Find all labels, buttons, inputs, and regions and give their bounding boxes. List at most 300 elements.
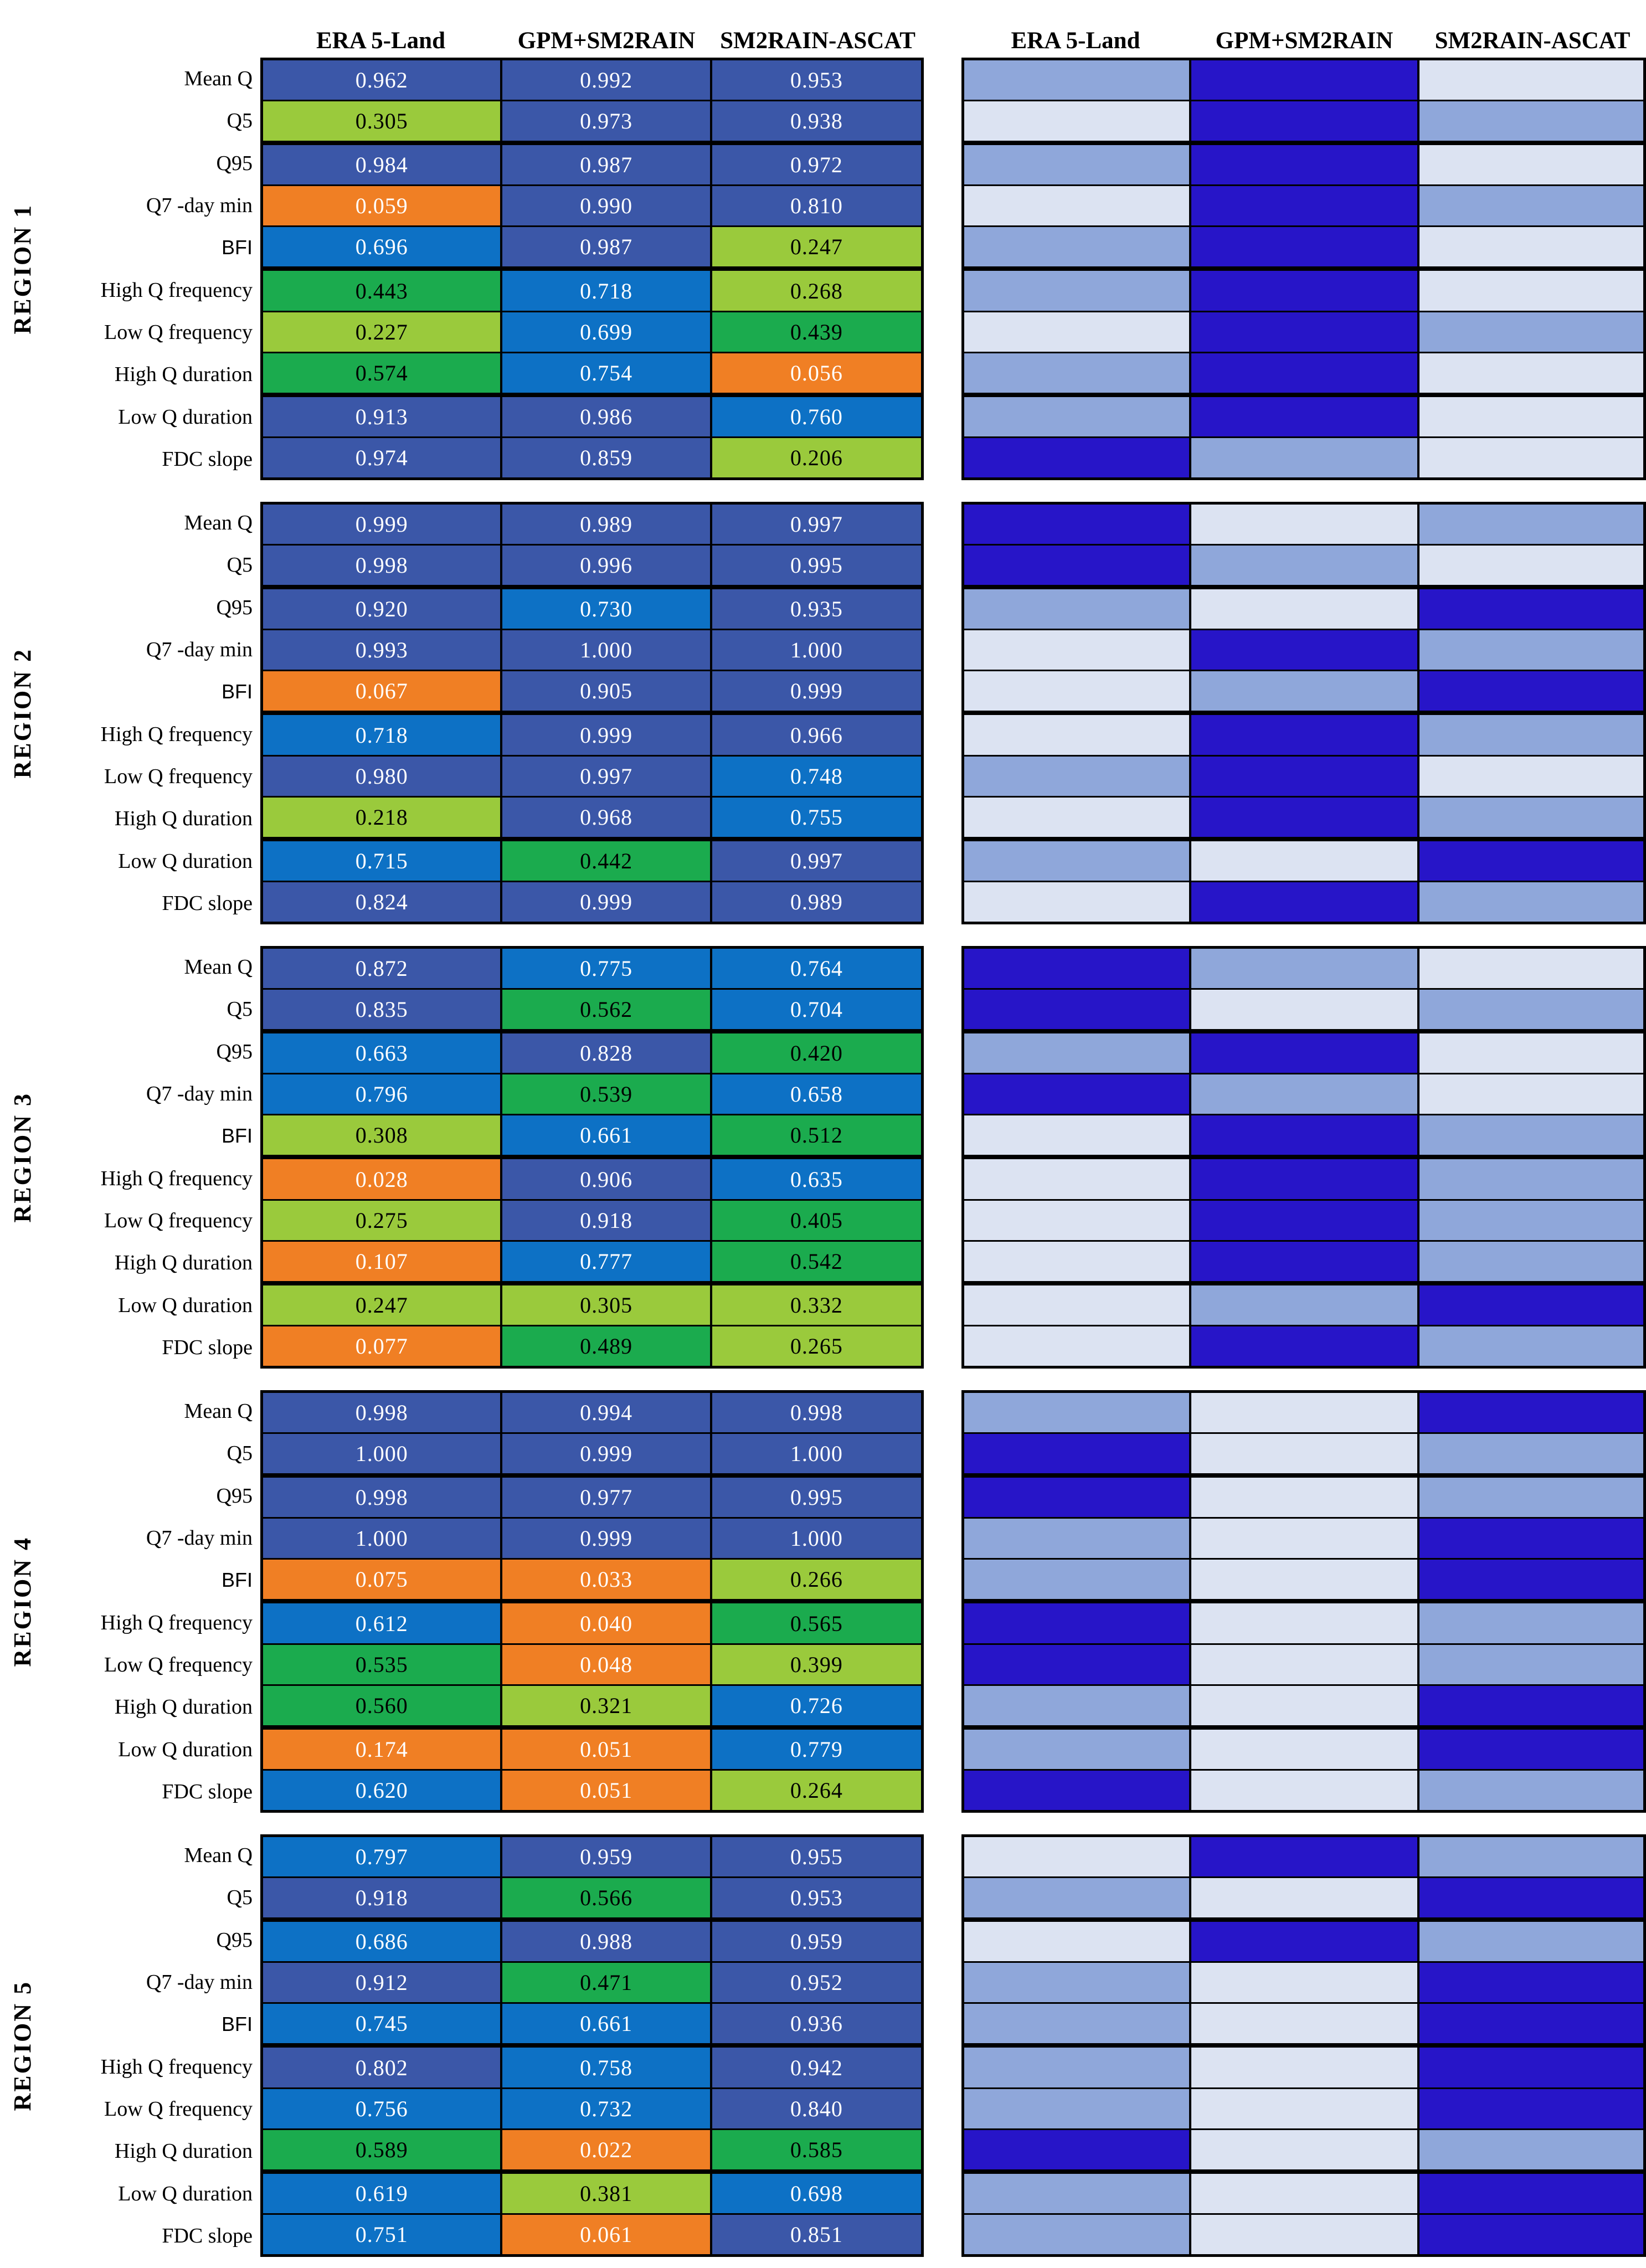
values-table-row (263, 2215, 921, 2254)
region-label-text: REGION 5 (8, 1980, 36, 2111)
ranks-table-row (964, 1730, 1643, 1771)
ranks-table-row (964, 798, 1643, 841)
rank-cell (1419, 1326, 1643, 1366)
rank-cell (1419, 798, 1643, 837)
ranks-table-row (964, 505, 1643, 546)
value-cell: 0.332 (712, 1285, 921, 1325)
metric-label: FDC slope (162, 447, 253, 471)
values-table-row (263, 1878, 921, 1922)
values-table-row (263, 2089, 921, 2130)
rank-cell (1419, 1963, 1643, 2002)
ranks-table-row (964, 1074, 1643, 1115)
rank-cell (1191, 715, 1419, 754)
ranks-table-row (964, 60, 1643, 101)
metric-label: FDC slope (162, 891, 253, 915)
rank-cell (1419, 227, 1643, 266)
rank-cell (1191, 1963, 1419, 2002)
value-cell: 0.726 (712, 1686, 921, 1725)
metric-label: Q7 -day min (146, 1526, 253, 1550)
value-cell: 0.977 (502, 1478, 712, 1517)
value-cell: 0.067 (263, 671, 502, 711)
rank-cell (1419, 671, 1643, 711)
values-table-row (263, 589, 921, 630)
value-cell: 0.980 (263, 757, 502, 796)
rank-cell (1419, 186, 1643, 225)
metric-label: Low Q duration (118, 2182, 253, 2205)
value-cell: 0.851 (712, 2215, 921, 2254)
panel-gap (924, 58, 961, 480)
rank-cell (1191, 671, 1419, 711)
value-cell: 0.247 (712, 227, 921, 266)
metric-label: Q5 (227, 997, 253, 1021)
metric-label: Mean Q (184, 1400, 253, 1423)
rank-cell (1191, 630, 1419, 670)
value-cell: 1.000 (712, 1434, 921, 1473)
ranks-table-row (964, 1922, 1643, 1963)
value-cell: 0.442 (502, 841, 712, 881)
value-cell: 0.107 (263, 1242, 502, 1281)
rank-cell (1419, 397, 1643, 436)
value-cell: 0.268 (712, 271, 921, 310)
value-cell: 1.000 (712, 630, 921, 670)
rank-cell (964, 671, 1191, 711)
rank-cell (1419, 1645, 1643, 1684)
rank-cell (964, 1771, 1191, 1810)
value-cell: 0.048 (502, 1645, 712, 1684)
rank-cell (964, 2130, 1191, 2169)
header-values-era5-land: ERA 5-Land (316, 28, 445, 54)
metric-label: High Q frequency (100, 1166, 253, 1190)
value-cell: 0.658 (712, 1074, 921, 1114)
metric-label: BFI (221, 680, 253, 703)
value-cell: 1.000 (502, 630, 712, 670)
ranks-table-row (964, 312, 1643, 353)
header-values-gpm-sm2rain: GPM+SM2RAIN (517, 28, 696, 54)
metric-label: High Q duration (114, 2140, 253, 2163)
rank-cell (964, 715, 1191, 754)
ranks-table-row (964, 1560, 1643, 1603)
metric-label: FDC slope (162, 2224, 253, 2248)
rank-cell (1191, 145, 1419, 184)
ranks-table-row (964, 715, 1643, 756)
rank-cell (1419, 1285, 1643, 1325)
rank-cell (964, 2215, 1191, 2254)
value-cell: 0.061 (502, 2215, 712, 2254)
value-cell: 0.995 (712, 1478, 921, 1517)
value-cell: 0.754 (502, 353, 712, 393)
metric-label: High Q frequency (100, 1611, 253, 1634)
rank-cell (1191, 2174, 1419, 2213)
rank-cell (1419, 353, 1643, 393)
rank-cell (964, 1603, 1191, 1643)
values-table-row (263, 1326, 921, 1366)
region-label-text: REGION 1 (8, 203, 36, 335)
value-cell: 0.972 (712, 145, 921, 184)
metric-label: High Q duration (114, 1251, 253, 1275)
ranks-table-row (964, 990, 1643, 1033)
rank-cell (1191, 186, 1419, 225)
value-cell: 0.321 (502, 1686, 712, 1725)
rank-cell (1191, 1393, 1419, 1432)
header-ranks-sm2rain-ascat: SM2RAIN-ASCAT (1434, 28, 1630, 54)
values-table-row (263, 757, 921, 798)
rank-cell (1191, 1560, 1419, 1599)
metric-label: Low Q duration (118, 1293, 253, 1317)
value-cell: 1.000 (263, 1519, 502, 1558)
metric-label: High Q frequency (100, 2055, 253, 2079)
rank-cell (1419, 271, 1643, 310)
ranks-table-row (964, 1878, 1643, 1922)
rank-cell (1191, 505, 1419, 544)
rank-cell (1191, 1730, 1419, 1769)
value-cell: 0.999 (502, 1434, 712, 1473)
rank-cell (964, 949, 1191, 988)
values-table-row (263, 312, 921, 353)
value-cell: 0.420 (712, 1033, 921, 1073)
ranks-table-row (964, 1159, 1643, 1200)
ranks-table-region-5 (961, 1834, 1646, 2257)
rank-cell (1191, 2048, 1419, 2087)
ranks-table-row (964, 438, 1643, 477)
value-cell: 0.305 (263, 101, 502, 141)
rank-cell (1419, 145, 1643, 184)
value-cell: 0.952 (712, 1963, 921, 2002)
values-table-row (263, 353, 921, 397)
value-cell: 0.872 (263, 949, 502, 988)
rank-cell (964, 145, 1191, 184)
values-table-row (263, 1922, 921, 1963)
metric-label: BFI (221, 2013, 253, 2036)
value-cell: 0.566 (502, 1878, 712, 1917)
value-cell: 0.968 (502, 798, 712, 837)
ranks-table-row (964, 2089, 1643, 2130)
ranks-table-row (964, 1686, 1643, 1730)
rank-cell (1419, 1074, 1643, 1114)
value-cell: 0.764 (712, 949, 921, 988)
value-cell: 0.077 (263, 1326, 502, 1366)
value-cell: 0.987 (502, 145, 712, 184)
metric-label: Q7 -day min (146, 1971, 253, 1994)
ranks-table-row (964, 1771, 1643, 1810)
metric-label: FDC slope (162, 1780, 253, 1803)
value-cell: 0.619 (263, 2174, 502, 2213)
rank-cell (1419, 2130, 1643, 2169)
value-cell: 0.938 (712, 101, 921, 141)
ranks-table-row (964, 1393, 1643, 1434)
rank-cell (1419, 757, 1643, 796)
value-cell: 0.574 (263, 353, 502, 393)
rank-cell (964, 2004, 1191, 2043)
panel-gap (924, 946, 961, 1369)
value-cell: 0.953 (712, 60, 921, 100)
rank-cell (964, 1686, 1191, 1725)
ranks-table-row (964, 1837, 1643, 1878)
value-cell: 0.718 (263, 715, 502, 754)
rank-cell (1191, 1922, 1419, 1961)
rank-cell (1191, 1771, 1419, 1810)
values-table-row (263, 1686, 921, 1730)
rank-cell (964, 60, 1191, 100)
header-ranks-era5-land: ERA 5-Land (1011, 28, 1140, 54)
value-cell: 0.955 (712, 1837, 921, 1876)
region-label (0, 502, 44, 924)
rank-cell (1419, 101, 1643, 141)
region-label (0, 1834, 44, 2257)
value-cell: 0.999 (712, 671, 921, 711)
ranks-table-row (964, 227, 1643, 271)
values-table-row (263, 798, 921, 841)
value-cell: 0.984 (263, 145, 502, 184)
value-cell: 0.835 (263, 990, 502, 1029)
values-table-row (263, 2048, 921, 2089)
rank-cell (964, 1115, 1191, 1155)
value-cell: 0.840 (712, 2089, 921, 2128)
rank-cell (964, 1730, 1191, 1769)
value-cell: 0.999 (502, 1519, 712, 1558)
value-cell: 0.751 (263, 2215, 502, 2254)
rank-cell (964, 1645, 1191, 1684)
value-cell: 0.663 (263, 1033, 502, 1073)
values-table-row (263, 1393, 921, 1434)
metric-label: FDC slope (162, 1335, 253, 1359)
rank-cell (964, 1326, 1191, 1366)
rank-cell (964, 757, 1191, 796)
values-table-row (263, 1115, 921, 1159)
value-cell: 0.585 (712, 2130, 921, 2169)
metric-labels (44, 58, 260, 480)
value-cell: 0.206 (712, 438, 921, 477)
value-cell: 0.704 (712, 990, 921, 1029)
rank-cell (1191, 1326, 1419, 1366)
value-cell: 0.973 (502, 101, 712, 141)
metric-label: Low Q duration (118, 405, 253, 429)
value-cell: 0.535 (263, 1645, 502, 1684)
value-cell: 0.996 (502, 546, 712, 585)
rank-cell (1419, 505, 1643, 544)
value-cell: 0.918 (263, 1878, 502, 1917)
rank-cell (1419, 630, 1643, 670)
values-table-row (263, 1730, 921, 1771)
rank-cell (1191, 882, 1419, 922)
value-cell: 0.918 (502, 1201, 712, 1240)
value-cell: 0.989 (502, 505, 712, 544)
rank-cell (964, 1033, 1191, 1073)
ranks-table-row (964, 1201, 1643, 1242)
metric-label: Low Q frequency (104, 2097, 253, 2121)
metric-label: Low Q duration (118, 849, 253, 873)
value-cell: 0.920 (263, 589, 502, 629)
rank-cell (1419, 949, 1643, 988)
ranks-table-row (964, 2215, 1643, 2254)
value-cell: 0.966 (712, 715, 921, 754)
value-cell: 0.539 (502, 1074, 712, 1114)
rank-cell (1191, 2215, 1419, 2254)
value-cell: 0.399 (712, 1645, 921, 1684)
ranks-table-row (964, 841, 1643, 882)
values-table-row (263, 1478, 921, 1519)
value-cell: 0.745 (263, 2004, 502, 2043)
rank-cell (964, 397, 1191, 436)
values-table-row (263, 630, 921, 671)
rank-cell (1191, 2089, 1419, 2128)
rank-cell (1191, 60, 1419, 100)
rank-cell (1191, 990, 1419, 1029)
value-cell: 0.987 (502, 227, 712, 266)
rank-cell (1191, 798, 1419, 837)
values-table-region-3 (260, 946, 924, 1369)
rank-cell (1191, 1645, 1419, 1684)
ranks-table-row (964, 1434, 1643, 1478)
value-cell: 0.962 (263, 60, 502, 100)
metric-label: Q95 (216, 595, 253, 619)
values-table-row (263, 1159, 921, 1200)
rank-cell (964, 1285, 1191, 1325)
metric-labels (44, 1834, 260, 2257)
rank-cell (964, 353, 1191, 393)
rank-cell (964, 312, 1191, 352)
ranks-table-region-2 (961, 502, 1646, 924)
rank-cell (1419, 990, 1643, 1029)
ranks-table-row (964, 630, 1643, 671)
ranks-table-row (964, 1326, 1643, 1366)
rank-cell (964, 1478, 1191, 1517)
rank-cell (1191, 1285, 1419, 1325)
region-label (0, 1390, 44, 1813)
value-cell: 0.305 (502, 1285, 712, 1325)
metric-label: High Q duration (114, 807, 253, 831)
ranks-table-row (964, 2048, 1643, 2089)
ranks-table-row (964, 2130, 1643, 2174)
ranks-table-row (964, 2174, 1643, 2215)
metric-label: Q7 -day min (146, 638, 253, 662)
rank-cell (1191, 1201, 1419, 1240)
rank-cell (964, 1519, 1191, 1558)
header-ranks-gpm-sm2rain: GPM+SM2RAIN (1215, 28, 1393, 54)
value-cell: 0.912 (263, 1963, 502, 2002)
values-table-row (263, 1285, 921, 1326)
rank-cell (964, 1074, 1191, 1114)
value-cell: 0.560 (263, 1686, 502, 1725)
rank-cell (964, 1878, 1191, 1917)
ranks-table-row (964, 1115, 1643, 1159)
value-cell: 0.998 (712, 1393, 921, 1432)
values-table-row (263, 841, 921, 882)
metric-label: High Q duration (114, 1695, 253, 1719)
values-table-row (263, 505, 921, 546)
value-cell: 0.227 (263, 312, 502, 352)
values-table-row (263, 145, 921, 186)
panel-gap (924, 502, 961, 924)
values-table-region-2 (260, 502, 924, 924)
ranks-table-row (964, 589, 1643, 630)
rank-cell (1191, 397, 1419, 436)
rank-cell (1419, 1771, 1643, 1810)
values-table-row (263, 1560, 921, 1603)
values-table-row (263, 1201, 921, 1242)
value-cell: 0.905 (502, 671, 712, 711)
rank-cell (1419, 841, 1643, 881)
value-cell: 0.562 (502, 990, 712, 1029)
value-cell: 0.998 (263, 546, 502, 585)
value-cell: 0.698 (712, 2174, 921, 2213)
rank-cell (964, 2089, 1191, 2128)
rank-cell (964, 1560, 1191, 1599)
rank-cell (1419, 1115, 1643, 1155)
metric-label: Q7 -day min (146, 1082, 253, 1106)
rank-cell (1419, 1033, 1643, 1073)
rank-cell (1191, 1159, 1419, 1199)
rank-cell (1419, 1837, 1643, 1876)
rank-cell (964, 1434, 1191, 1473)
value-cell: 0.051 (502, 1730, 712, 1769)
metric-label: Q7 -day min (146, 194, 253, 218)
ranks-table-row (964, 397, 1643, 438)
rank-cell (1191, 312, 1419, 352)
values-table-row (263, 1519, 921, 1560)
rank-cell (1191, 1434, 1419, 1473)
rank-cell (1419, 2004, 1643, 2043)
metric-labels (44, 502, 260, 924)
rank-cell (1419, 1878, 1643, 1917)
value-cell: 0.266 (712, 1560, 921, 1599)
rank-cell (1191, 546, 1419, 585)
values-table-row (263, 671, 921, 715)
rank-cell (1419, 1519, 1643, 1558)
ranks-table-region-4 (961, 1390, 1646, 1813)
ranks-panel-headers (961, 27, 1646, 58)
rank-cell (1191, 1878, 1419, 1917)
values-table-row (263, 1963, 921, 2004)
metric-label: Low Q duration (118, 1737, 253, 1761)
rank-cell (964, 227, 1191, 266)
value-cell: 0.997 (502, 757, 712, 796)
rank-cell (964, 589, 1191, 629)
value-cell: 0.974 (263, 438, 502, 477)
ranks-table-row (964, 353, 1643, 397)
value-cell: 0.512 (712, 1115, 921, 1155)
value-cell: 0.999 (502, 715, 712, 754)
ranks-table-row (964, 949, 1643, 990)
ranks-table-row (964, 671, 1643, 715)
value-cell: 0.775 (502, 949, 712, 988)
rank-cell (1419, 2215, 1643, 2254)
rank-cell (1191, 271, 1419, 310)
value-cell: 0.732 (502, 2089, 712, 2128)
rank-cell (1191, 101, 1419, 141)
rank-cell (964, 1201, 1191, 1240)
value-cell: 0.715 (263, 841, 502, 881)
metric-label: BFI (221, 1124, 253, 1148)
rank-cell (964, 798, 1191, 837)
value-cell: 0.028 (263, 1159, 502, 1199)
values-table-row (263, 1242, 921, 1285)
metric-label: Low Q frequency (104, 1653, 253, 1676)
metric-label: Q5 (227, 1442, 253, 1465)
metric-label: Q95 (216, 1040, 253, 1063)
rank-cell (1191, 1033, 1419, 1073)
region-label-text: REGION 2 (8, 647, 36, 779)
value-cell: 0.696 (263, 227, 502, 266)
value-cell: 0.990 (502, 186, 712, 225)
rank-cell (964, 1837, 1191, 1876)
value-cell: 1.000 (712, 1519, 921, 1558)
values-table-row (263, 546, 921, 589)
value-cell: 0.686 (263, 1922, 502, 1961)
rank-cell (964, 505, 1191, 544)
region-label-text: REGION 4 (8, 1536, 36, 1667)
value-cell: 1.000 (263, 1434, 502, 1473)
rank-cell (964, 1159, 1191, 1199)
